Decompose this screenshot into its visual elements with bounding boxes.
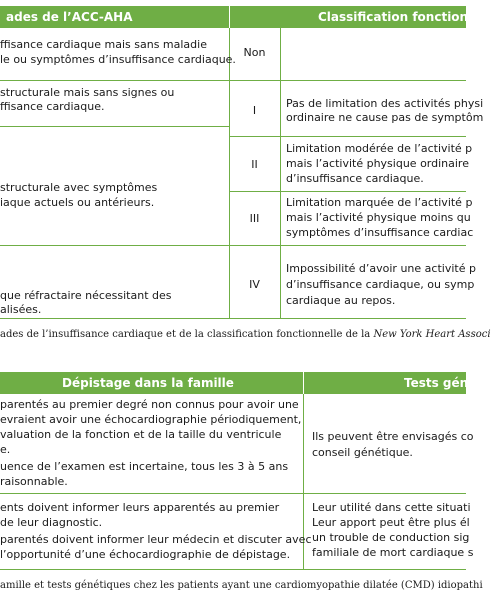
- table2-header-left: Dépistage dans la famille: [62, 376, 234, 390]
- table1-stage-a-line2: le ou symptômes d’insuffisance cardiaque.: [0, 53, 236, 66]
- table1-class-i-desc-line1: Pas de limitation des activités physi: [286, 97, 484, 110]
- table2-genetic-tests-line1: Ils peuvent être envisagés co: [312, 430, 474, 443]
- table1-stage-c-line2: iaque actuels ou antérieurs.: [0, 196, 155, 209]
- table1-class-iv: IV: [249, 278, 260, 291]
- table1-caption: [0, 328, 491, 341]
- table1-bottom-border: [0, 318, 466, 319]
- table2-genetic-utility-line2: Leur apport peut être plus él: [312, 516, 470, 529]
- table2-genetic-utility-line3: un trouble de conduction sig: [312, 531, 470, 544]
- table2-family-info-line1: ents doivent informer leurs apparentés au premier: [0, 501, 280, 514]
- table2-caption: amille et tests génétiques chez les patients ayant une cardiomyopathie dilatée (CMD) idiopathi: [0, 580, 483, 591]
- table2-family-screening-line6: raisonnable.: [0, 475, 68, 488]
- table1-class-iii-desc-line2: mais l’activité physique moins qu: [286, 211, 471, 224]
- table2-row-divider: [0, 493, 466, 494]
- table1-class-iii-desc-line3: symptômes d’insuffisance cardiac: [286, 226, 474, 239]
- table2-header-divider: [303, 372, 304, 394]
- table1-header-right: Classification fonctionnelle: [318, 10, 501, 24]
- table1-class-iii-desc-line1: Limitation marquée de l’activité p: [286, 196, 473, 209]
- table1-col-divider-1: [229, 28, 230, 318]
- table1-class-iv-desc-line3: cardiaque au repos.: [286, 294, 396, 307]
- table1-class-iv-desc-line2: d’insuffisance cardiaque, ou symp: [286, 278, 475, 291]
- table1-class-i-desc-line2: ordinaire ne cause pas de symptôm: [286, 111, 484, 124]
- table2-family-screening-line5: uence de l’examen est incertaine, tous les 3 à 5 ans: [0, 460, 289, 473]
- table1-class-i: I: [252, 104, 257, 117]
- table2-genetic-tests-line2: conseil génétique.: [312, 446, 413, 459]
- table1-class-iv-desc-line1: Impossibilité d’avoir une activité p: [286, 262, 476, 275]
- table1-stage-d-line1: que réfractaire nécessitant des: [0, 289, 172, 302]
- table2-family-screening-line2: evraient avoir une échocardiographie périodiquement,: [0, 413, 302, 426]
- table1-header-left: ades de l’ACC-AHA: [6, 10, 133, 24]
- table2-family-screening-line4: e.: [0, 443, 11, 456]
- table1-class-ii-desc-line2: mais l’activité physique ordinaire: [286, 157, 469, 170]
- table2-genetic-utility-line4: familiale de mort cardiaque s: [312, 546, 474, 559]
- table1-header-divider: [229, 6, 230, 28]
- table1-caption-italic: New York Heart Associ: [373, 329, 491, 340]
- table1-class-none: Non: [243, 46, 266, 59]
- table2-bottom-border: [0, 569, 466, 570]
- table1-stage-a-line1: ffisance cardiaque mais sans maladie: [0, 38, 207, 51]
- table1-class-ii-desc-line1: Limitation modérée de l’activité p: [286, 142, 473, 155]
- table1-class-ii: II: [251, 158, 258, 171]
- table1-stage-b-line1: structurale mais sans signes ou: [0, 86, 175, 99]
- table1-row-divider: [0, 80, 466, 81]
- table1-caption-text: ades de l’insuffisance cardiaque et de la classification fonctionnelle de la: [0, 329, 374, 340]
- table2-header-right: Tests gén: [404, 376, 469, 390]
- table1-row-divider: [0, 126, 229, 127]
- table2-family-info-line4: l’opportunité d’une échocardiographie de dépistage.: [0, 548, 291, 561]
- table1-stage-c-line1: structurale avec symptômes: [0, 181, 158, 194]
- table2-genetic-utility-line1: Leur utilité dans cette situati: [312, 501, 471, 514]
- table1-class-ii-desc-line3: d’insuffisance cardiaque.: [286, 172, 424, 185]
- table1-col-divider-2: [280, 28, 281, 318]
- table1-row-divider: [229, 136, 466, 137]
- table1-stage-d-line2: alisées.: [0, 303, 42, 316]
- table1-class-iii: III: [249, 212, 260, 225]
- table2-family-info-line3: parentés doivent informer leur médecin et discuter avec: [0, 533, 312, 546]
- table1-row-divider: [0, 245, 466, 246]
- table1-stage-b-line2: ffisance cardiaque.: [0, 100, 105, 113]
- table2-family-screening-line1: parentés au premier degré non connus pour avoir une: [0, 398, 299, 411]
- table1-row-divider: [229, 191, 466, 192]
- table2-family-info-line2: de leur diagnostic.: [0, 516, 103, 529]
- table2-family-screening-line3: valuation de la fonction et de la taille du ventricule: [0, 428, 282, 441]
